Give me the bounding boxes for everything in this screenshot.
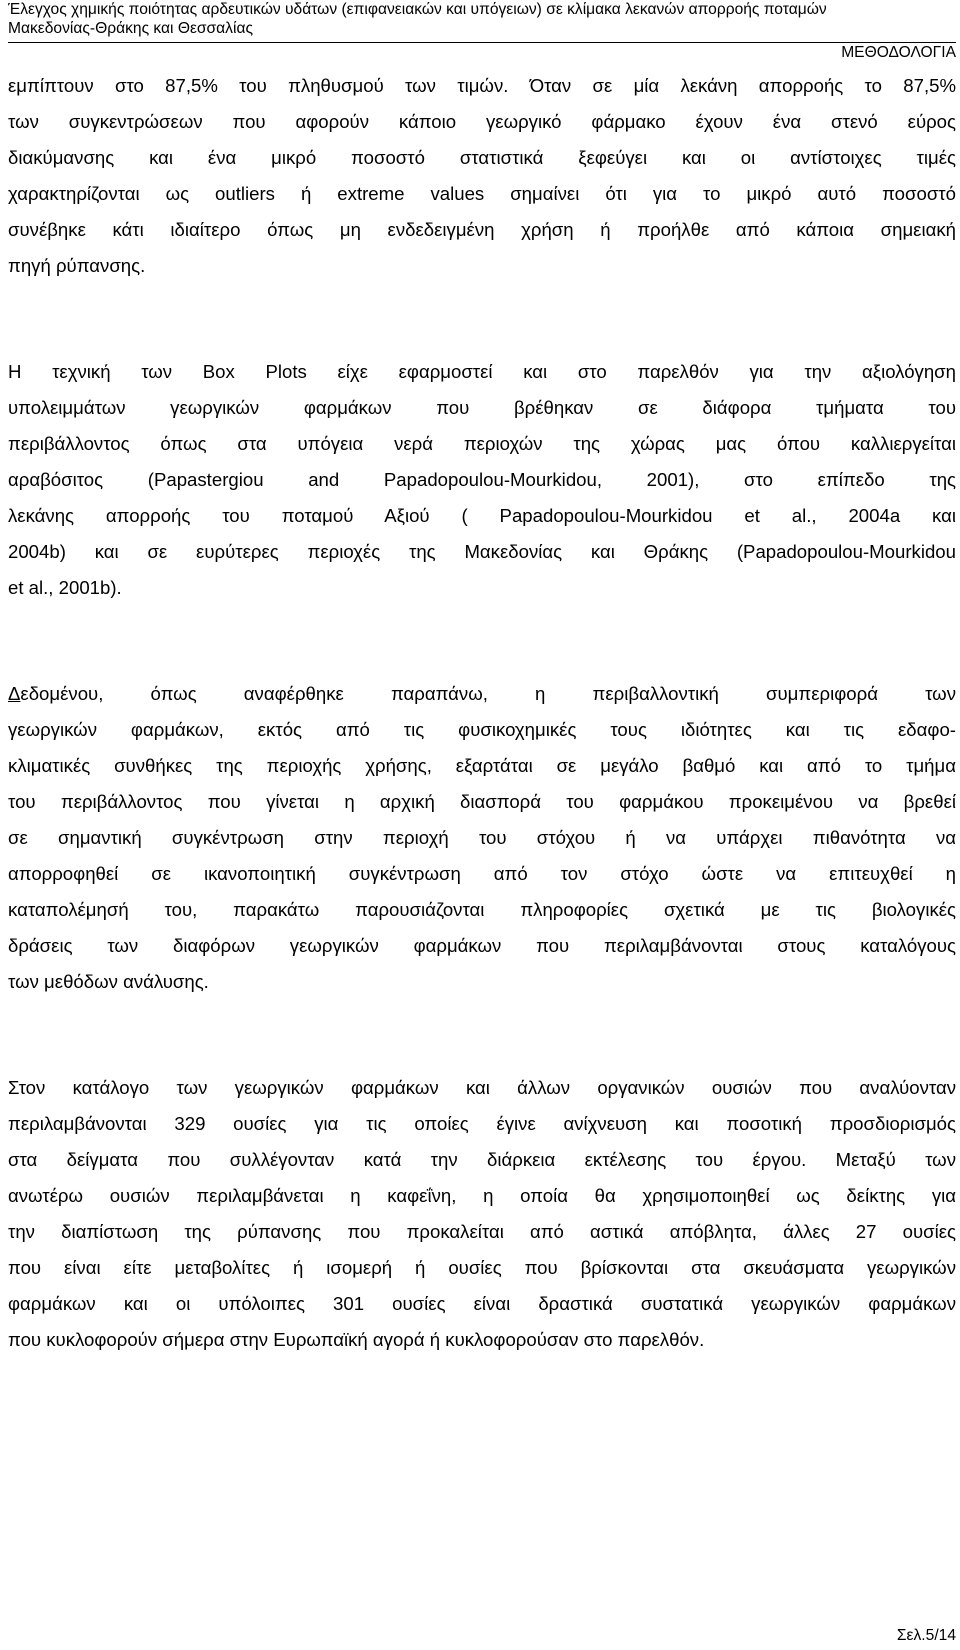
paragraph-line: περιλαμβάνονται 329 ουσίες για τις οποίες έγινε ανίχνευση και ποσοτική προσδιορισμός <box>8 1113 956 1134</box>
paragraph-line: πηγή ρύπανσης. <box>8 255 146 276</box>
paragraph-line: περιβάλλοντος όπως στα υπόγεια νερά περιοχών της χώρας μας όπου καλλιεργείται <box>8 433 956 454</box>
first-line-rest: εδομένου, όπως αναφέρθηκε παραπάνω, η περιβαλλοντική συμπεριφορά των <box>20 683 956 704</box>
paragraph-line: απορροφηθεί σε ικανοποιητική συγκέντρωση από τον στόχο ώστε να επιτευχθεί η <box>8 863 956 884</box>
paragraph-line: που κυκλοφορούν σήμερα στην Ευρωπαϊκή αγορά ή κυκλοφορούσαν στο παρελθόν. <box>8 1329 705 1350</box>
paragraph-line: φαρμάκων και οι υπόλοιπες 301 ουσίες είναι δραστικά συστατικά γεωργικών φαρμάκων <box>8 1293 956 1314</box>
paragraph-line: δράσεις των διαφόρων γεωργικών φαρμάκων που περιλαμβάνονται στους καταλόγους <box>8 935 956 956</box>
paragraph-line <box>8 676 956 712</box>
paragraph-line: εμπίπτουν στο 87,5% του πληθυσμού των τιμών. Όταν σε μία λεκάνη απορροής το 87,5% <box>8 75 956 96</box>
page-number: Σελ.5/14 <box>896 1627 956 1644</box>
section-label: ΜΕΘΟΔΟΛΟΓΙΑ <box>841 44 956 61</box>
paragraph-line: et al., 2001b). <box>8 577 122 598</box>
paragraph-line: του περιβάλλοντος που γίνεται η αρχική διασπορά του φαρμάκου προκειμένου να βρεθεί <box>8 791 956 812</box>
paragraph-line: χαρακτηρίζονται ως outliers ή extreme values σημαίνει ότι για το μικρό αυτό ποσοστό <box>8 183 956 204</box>
paragraph-4 <box>8 1070 956 1358</box>
paragraph-line: Η τεχνική των Box Plots είχε εφαρμοστεί και στο παρελθόν για την αξιολόγηση <box>8 361 956 382</box>
document-body <box>8 68 956 1358</box>
paragraph-line: αραβόσιτος (Papastergiou and Papadopoulou-Mourkidou, 2001), στο επίπεδο της <box>8 469 956 490</box>
paragraph-line: λεκάνης απορροής του ποταμού Αξιού ( Papadopoulou-Mourkidou et al., 2004a και <box>8 505 956 526</box>
paragraph-line: συνέβηκε κάτι ιδιαίτερο όπως μη ενδεδειγμένη χρήση ή προήλθε από κάποια σημειακή <box>8 219 956 240</box>
paragraph-line: την διαπίστωση της ρύπανσης που προκαλείται από αστικά απόβλητα, άλλες 27 ουσίες <box>8 1221 956 1242</box>
header-title-line-2: Μακεδονίας-Θράκης και Θεσσαλίας <box>8 20 253 37</box>
paragraph-line: των συγκεντρώσεων που αφορούν κάποιο γεωργικό φάρμακο έχουν ένα στενό εύρος <box>8 111 956 132</box>
paragraph-line: κλιματικές συνθήκες της περιοχής χρήσης, εξαρτάται σε μεγάλο βαθμό και από το τμήμα <box>8 755 956 776</box>
paragraph-line: γεωργικών φαρμάκων, εκτός από τις φυσικοχημικές τους ιδιότητες και τις εδαφο- <box>8 719 956 740</box>
paragraph-line: που είναι είτε μεταβολίτες ή ισομερή ή ουσίες που βρίσκονται στα σκευάσματα γεωργικών <box>8 1257 956 1278</box>
page-header <box>8 0 956 43</box>
paragraph-line: ανωτέρω ουσιών περιλαμβάνεται η καφεΐνη, η οποία θα χρησιμοποιηθεί ως δείκτης για <box>8 1185 956 1206</box>
paragraph-line: καταπολέμησή του, παρακάτω παρουσιάζονται πληροφορίες σχετικά με τις βιολογικές <box>8 899 956 920</box>
paragraph-3 <box>8 676 956 1000</box>
paragraph-line: υπολειμμάτων γεωργικών φαρμάκων που βρέθηκαν σε διάφορα τμήματα του <box>8 397 956 418</box>
paragraph-2 <box>8 354 956 606</box>
paragraph-line: σε σημαντική συγκέντρωση στην περιοχή του στόχου ή να υπάρχει πιθανότητα να <box>8 827 956 848</box>
paragraph-line: Στον κατάλογο των γεωργικών φαρμάκων και άλλων οργανικών ουσιών που αναλύονταν <box>8 1077 956 1098</box>
underlined-initial: Δ <box>8 683 21 704</box>
paragraph-line: 2004b) και σε ευρύτερες περιοχές της Μακεδονίας και Θράκης (Papadopoulou-Mourkidou <box>8 541 956 562</box>
paragraph-1 <box>8 68 956 284</box>
header-title-line-1: Έλεγχος χημικής ποιότητας αρδευτικών υδάτων (επιφανειακών και υπόγειων) σε κλίμακα λεκανών απορροής ποταμών <box>8 1 827 18</box>
paragraph-line: των μεθόδων ανάλυσης. <box>8 971 209 992</box>
paragraph-line: στα δείγματα που συλλέγονταν κατά την διάρκεια εκτέλεσης του έργου. Μεταξύ των <box>8 1149 956 1170</box>
paragraph-line: διακύμανσης και ένα μικρό ποσοστό στατιστικά ξεφεύγει και οι αντίστοιχες τιμές <box>8 147 956 168</box>
